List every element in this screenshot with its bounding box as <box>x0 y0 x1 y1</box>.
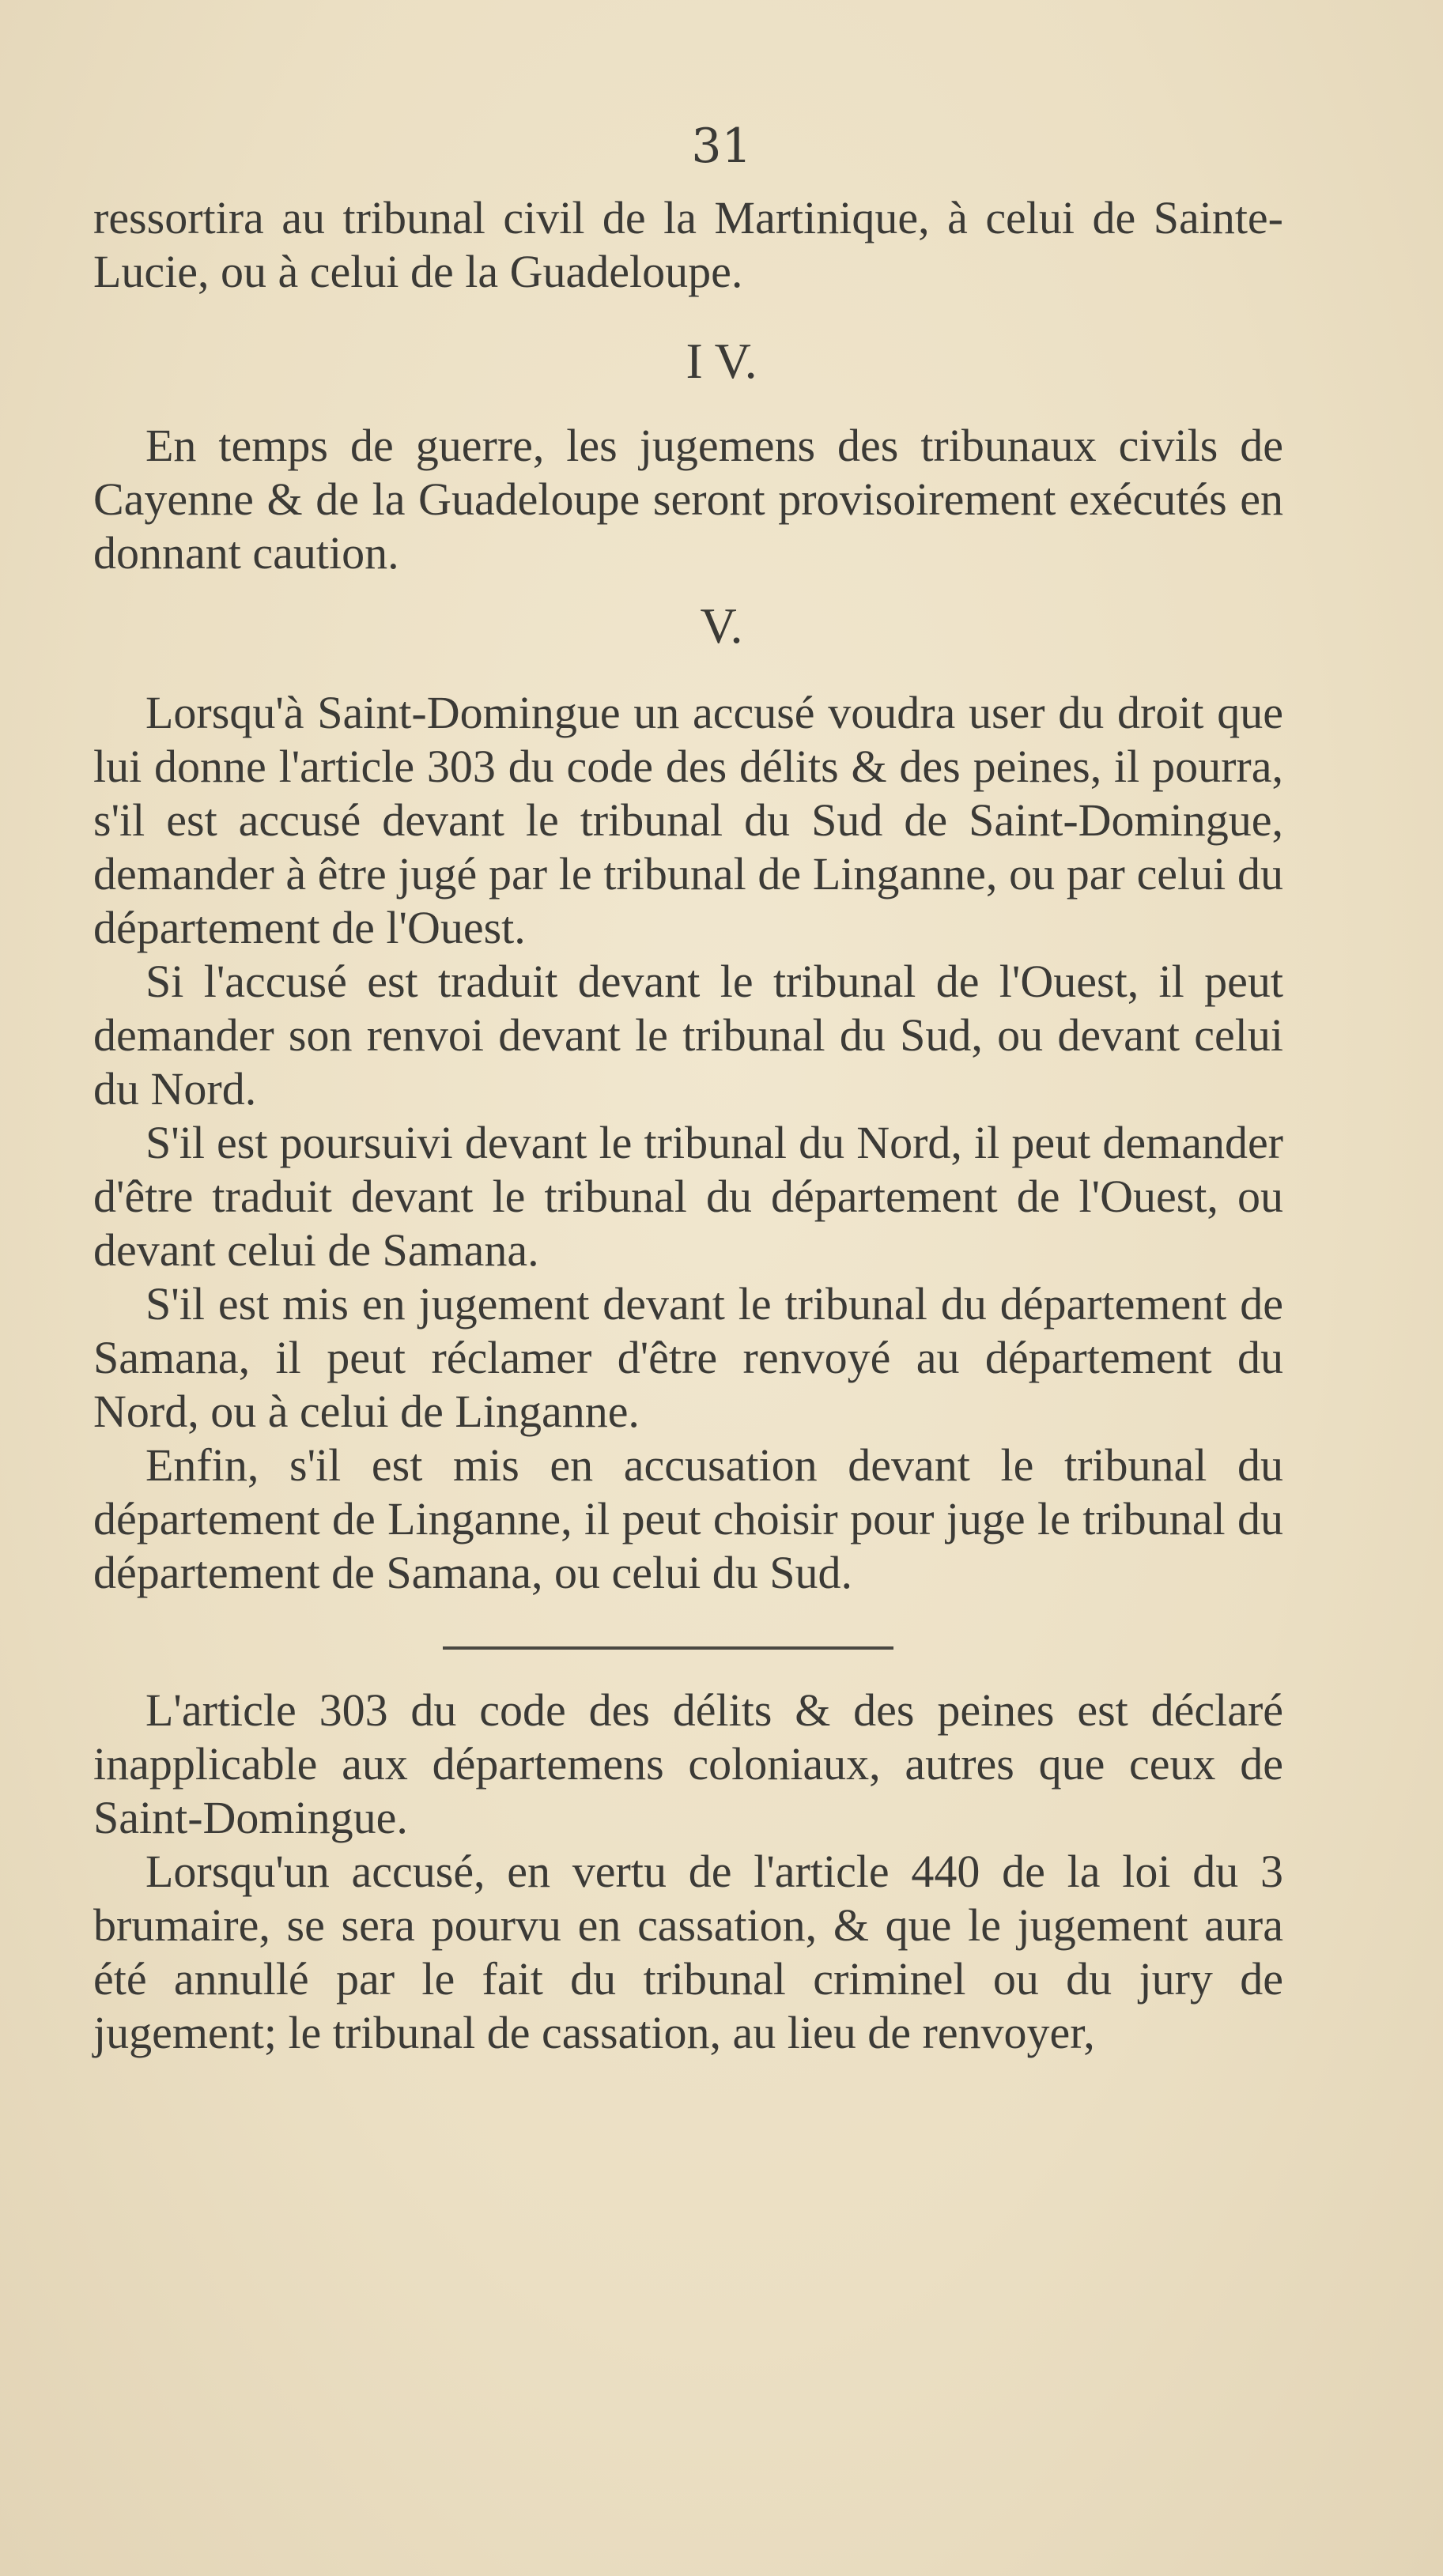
paragraph: Lorsqu'à Saint-Domingue un accusé voudra user du droit que lui donne l'article 303 du code des délits & des peines, il pourra, s'il est accusé devant le tribunal du Sud de Saint-Domingue, demander à être jugé par le tribunal de Linganne, ou par celui du département de l'Ouest. <box>93 687 1283 953</box>
paragraph: S'il est poursuivi devant le tribunal du Nord, il peut demander d'être traduit devant le tribunal du département de l'Ouest, ou devant celui de Samana. <box>93 1117 1283 1276</box>
paragraph: Lorsqu'un accusé, en vertu de l'article 440 de la loi du 3 brumaire, se sera pourvu en cassation, & que le jugement aura été annullé par le fait du tribunal criminel ou du jury de jugement; le tribunal de cassation, au lieu de renvoyer, <box>93 1846 1283 2058</box>
section-heading-v: V. <box>700 598 743 654</box>
paragraph: ressortira au tribunal civil de la Martinique, à celui de Sainte-Lucie, ou à celui de la Guadeloupe. <box>93 192 1283 297</box>
page-number: 31 <box>691 119 752 174</box>
paragraph: L'article 303 du code des délits & des peines est déclaré inapplicable aux départemens coloniaux, autres que ceux de Saint-Domingue. <box>93 1684 1283 1843</box>
section-iv-text <box>93 419 1283 580</box>
section-heading-iv: I V. <box>686 333 757 389</box>
paragraph: En temps de guerre, les jugemens des tribunaux civils de Cayenne & de la Guadeloupe seront provisoirement exécutés en donnant caution. <box>93 420 1283 579</box>
closing-text <box>93 1684 1283 2060</box>
opening-text <box>93 191 1283 299</box>
paragraph: Si l'accusé est traduit devant le tribunal de l'Ouest, il peut demander son renvoi devant le tribunal du Sud, ou devant celui du Nord. <box>93 956 1283 1115</box>
section-v-text <box>93 686 1283 1600</box>
paragraph: Enfin, s'il est mis en accusation devant le tribunal du département de Linganne, il peut choisir pour juge le tribunal du département de Samana, ou celui du Sud. <box>93 1439 1283 1598</box>
paragraph: S'il est mis en jugement devant le tribunal du département de Samana, il peut réclamer d'être renvoyé au département du Nord, ou à celui de Linganne. <box>93 1278 1283 1437</box>
section-divider-rule <box>443 1646 893 1650</box>
